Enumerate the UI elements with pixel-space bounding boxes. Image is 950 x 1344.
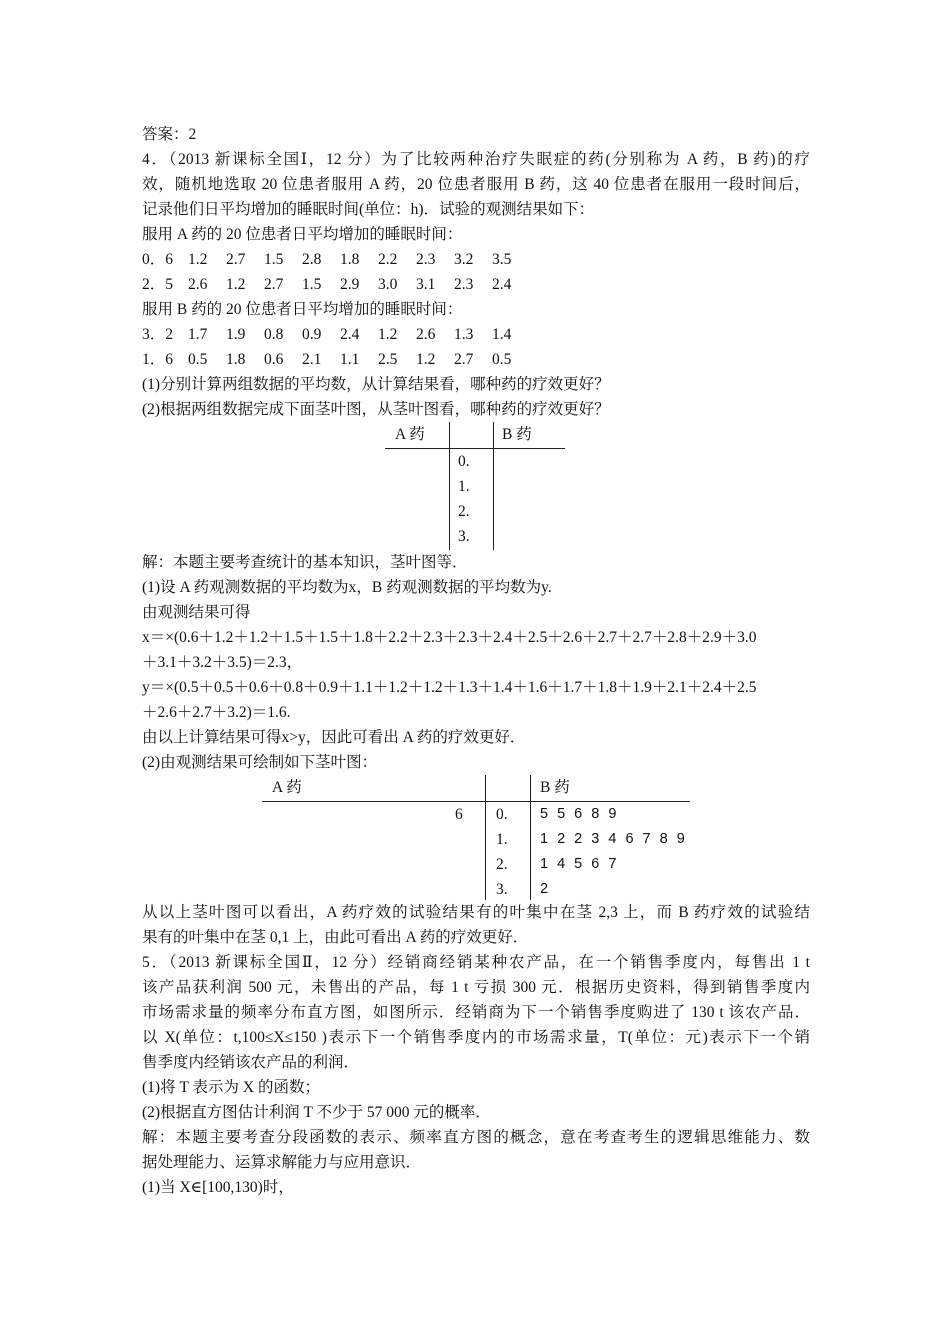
data-value: 3.0 [378, 276, 398, 293]
data-value: 1.8 [226, 351, 246, 368]
answer-line: 答案：2 [142, 126, 197, 143]
data-value: 2.4 [340, 326, 360, 343]
data-value: 2.8 [302, 251, 322, 268]
data-value: 2.1 [302, 351, 322, 368]
q5-intro-line: 市场需求量的频率分布直方图，如图所示．经销商为下一个销售季度购进了 130 t 该农产品． [142, 1004, 810, 1021]
q4-conclusion-2-line: 从以上茎叶图可以看出，A 药疗效的试验结果有的叶集中在茎 2,3 上，而 B 药疗效的试验结 [142, 904, 810, 921]
data-value: 0.6 [264, 351, 284, 368]
q4-solution-2: 由观测结果可得 [142, 604, 251, 621]
table2-b-leaves: 5 5 6 8 9 [540, 806, 619, 822]
q4-intro-line: 记录他们日平均增加的睡眠时间(单位：h)．试验的观测结果如下： [142, 201, 595, 218]
data-value: 2.7 [454, 351, 474, 368]
table2-right-divider [530, 775, 531, 900]
data-value: 1.3 [454, 326, 474, 343]
data-value: 3.2 [454, 251, 474, 268]
data-value: 0.5 [492, 351, 512, 368]
table2-stem: 1. [496, 831, 508, 848]
y-mean-formula-line-2: ＋2.6＋2.7＋3.2)＝1.6. [142, 704, 291, 721]
table2-left-divider [485, 775, 486, 900]
data-value: 2.6 [188, 276, 208, 293]
b-drug-title: 服用 B 药的 20 位患者日平均增加的睡眠时间： [142, 301, 463, 318]
q4-intro-line: 效，随机地选取 20 位患者服用 A 药，20 位患者服用 B 药，这 40 位患者在服用一段时间后， [142, 176, 810, 193]
data-value: 2.5 [378, 351, 398, 368]
b-data-row-2 [142, 347, 810, 372]
data-value: 3.1 [416, 276, 436, 293]
data-value: 1.1 [340, 351, 360, 368]
data-value: 1.8 [340, 251, 360, 268]
q4-solution-intro: 解：本题主要考查统计的基本知识，茎叶图等． [142, 554, 468, 571]
table2-header-rule [262, 801, 690, 802]
table2-stem: 0. [496, 806, 508, 823]
table2-a-leaf: 6 [455, 806, 463, 823]
q5-intro-line: 该产品获利润 500 元，未售出的产品，每 1 t 亏损 300 元．根据历史资料，得到销售季度内 [142, 979, 810, 996]
data-value: 1.9 [226, 326, 246, 343]
table2-head-a: A 药 [272, 779, 302, 796]
table1-stem: 3. [458, 528, 470, 545]
table2-head-b: B 药 [540, 779, 570, 796]
data-value: 1.4 [492, 326, 512, 343]
q5-solution-intro-line: 解：本题主要考查分段函数的表示、频率直方图的概念，意在考查考生的逻辑思维能力、数 [142, 1129, 810, 1146]
table1-right-divider [493, 422, 494, 550]
q4-conclusion-2-line: 果有的叶集中在茎 0,1 上，由此可看出 A 药的疗效更好． [142, 929, 529, 946]
table1-header-rule [385, 448, 565, 449]
data-value: 3.5 [492, 251, 512, 268]
table1-head-b: B 药 [502, 426, 532, 443]
stem-leaf-template-table [385, 422, 565, 550]
x-mean-formula-line-1: x＝×(0.6＋1.2＋1.2＋1.5＋1.5＋1.8＋2.2＋2.3＋2.3＋2.4＋2.5＋2.6＋2.7＋2.7＋2.8＋2.9＋3.0 [142, 629, 757, 646]
table2-stem: 3. [496, 881, 508, 898]
data-value: 2.3 [454, 276, 474, 293]
q5-question-1: (1)将 T 表示为 X 的函数； [142, 1079, 320, 1096]
data-value: 2.7 [226, 251, 246, 268]
q5-solution-1: (1)当 X∈[100,130)时， [142, 1179, 294, 1196]
table1-stem: 0. [458, 453, 470, 470]
data-value: 2．5 [142, 276, 174, 293]
q4-intro-line: 4．（2013 新课标全国Ⅰ，12 分）为了比较两种治疗失眠症的药(分别称为 A 药，B 药)的疗 [142, 151, 810, 168]
table2-b-leaves: 2 [540, 881, 551, 897]
stem-leaf-result-table [262, 775, 690, 900]
q4-question-2: (2)根据两组数据完成下面茎叶图，从茎叶图看，哪种药的疗效更好？ [142, 401, 610, 418]
table1-head-a: A 药 [395, 426, 425, 443]
data-value: 1.7 [188, 326, 208, 343]
table2-b-leaves: 1 4 5 6 7 [540, 856, 619, 872]
data-value: 0.9 [302, 326, 322, 343]
q4-question-1: (1)分别计算两组数据的平均数，从计算结果看，哪种药的疗效更好？ [142, 376, 610, 393]
data-value: 2.2 [378, 251, 398, 268]
q5-intro-line: 以 X(单位：t,100≤X≤150 )表示下一个销售季度内的市场需求量，T(单位：元)表示下一个销 [142, 1029, 810, 1046]
data-value: 1.5 [264, 251, 284, 268]
q5-question-2: (2)根据直方图估计利润 T 不少于 57 000 元的概率． [142, 1104, 491, 1121]
data-value: 1.2 [416, 351, 436, 368]
b-data-row-1 [142, 322, 810, 347]
table2-b-leaves: 1 2 2 3 4 6 7 8 9 [540, 831, 688, 847]
data-value: 2.9 [340, 276, 360, 293]
table1-stem: 1. [458, 478, 470, 495]
table1-left-divider [449, 422, 450, 550]
q4-solution-3: (2)由观测结果可绘制如下茎叶图： [142, 754, 378, 771]
y-mean-formula-line-1: y＝×(0.5＋0.5＋0.6＋0.8＋0.9＋1.1＋1.2＋1.2＋1.3＋1.4＋1.6＋1.7＋1.8＋1.9＋2.1＋2.4＋2.5 [142, 679, 757, 696]
data-value: 1.2 [378, 326, 398, 343]
a-data-row-2 [142, 272, 810, 297]
q5-intro-line: 售季度内经销该农产品的利润． [142, 1054, 360, 1071]
a-drug-title: 服用 A 药的 20 位患者日平均增加的睡眠时间： [142, 226, 463, 243]
data-value: 2.7 [264, 276, 284, 293]
a-data-row-1 [142, 247, 810, 272]
q4-conclusion-1: 由以上计算结果可得x>y，因此可看出 A 药的疗效更好． [142, 729, 526, 746]
q5-intro-line: 5．（2013 新课标全国Ⅱ，12 分）经销商经销某种农产品，在一个销售季度内，每售出 1 t [142, 954, 810, 971]
document-page [142, 122, 810, 1200]
q5-solution-intro-line: 据处理能力、运算求解能力与应用意识． [142, 1154, 422, 1171]
data-value: 3．2 [142, 326, 174, 343]
data-value: 1.2 [188, 251, 208, 268]
x-mean-formula-line-2: ＋3.1＋3.2＋3.5)＝2.3， [142, 654, 303, 671]
data-value: 0.8 [264, 326, 284, 343]
table2-stem: 2. [496, 856, 508, 873]
data-value: 1.2 [226, 276, 246, 293]
data-value: 1.5 [302, 276, 322, 293]
data-value: 2.4 [492, 276, 512, 293]
data-value: 1．6 [142, 351, 174, 368]
q4-solution-1: (1)设 A 药观测数据的平均数为x，B 药观测数据的平均数为y. [142, 579, 552, 596]
data-value: 2.6 [416, 326, 436, 343]
data-value: 0.5 [188, 351, 208, 368]
table1-stem: 2. [458, 503, 470, 520]
data-value: 2.3 [416, 251, 436, 268]
data-value: 0．6 [142, 251, 174, 268]
